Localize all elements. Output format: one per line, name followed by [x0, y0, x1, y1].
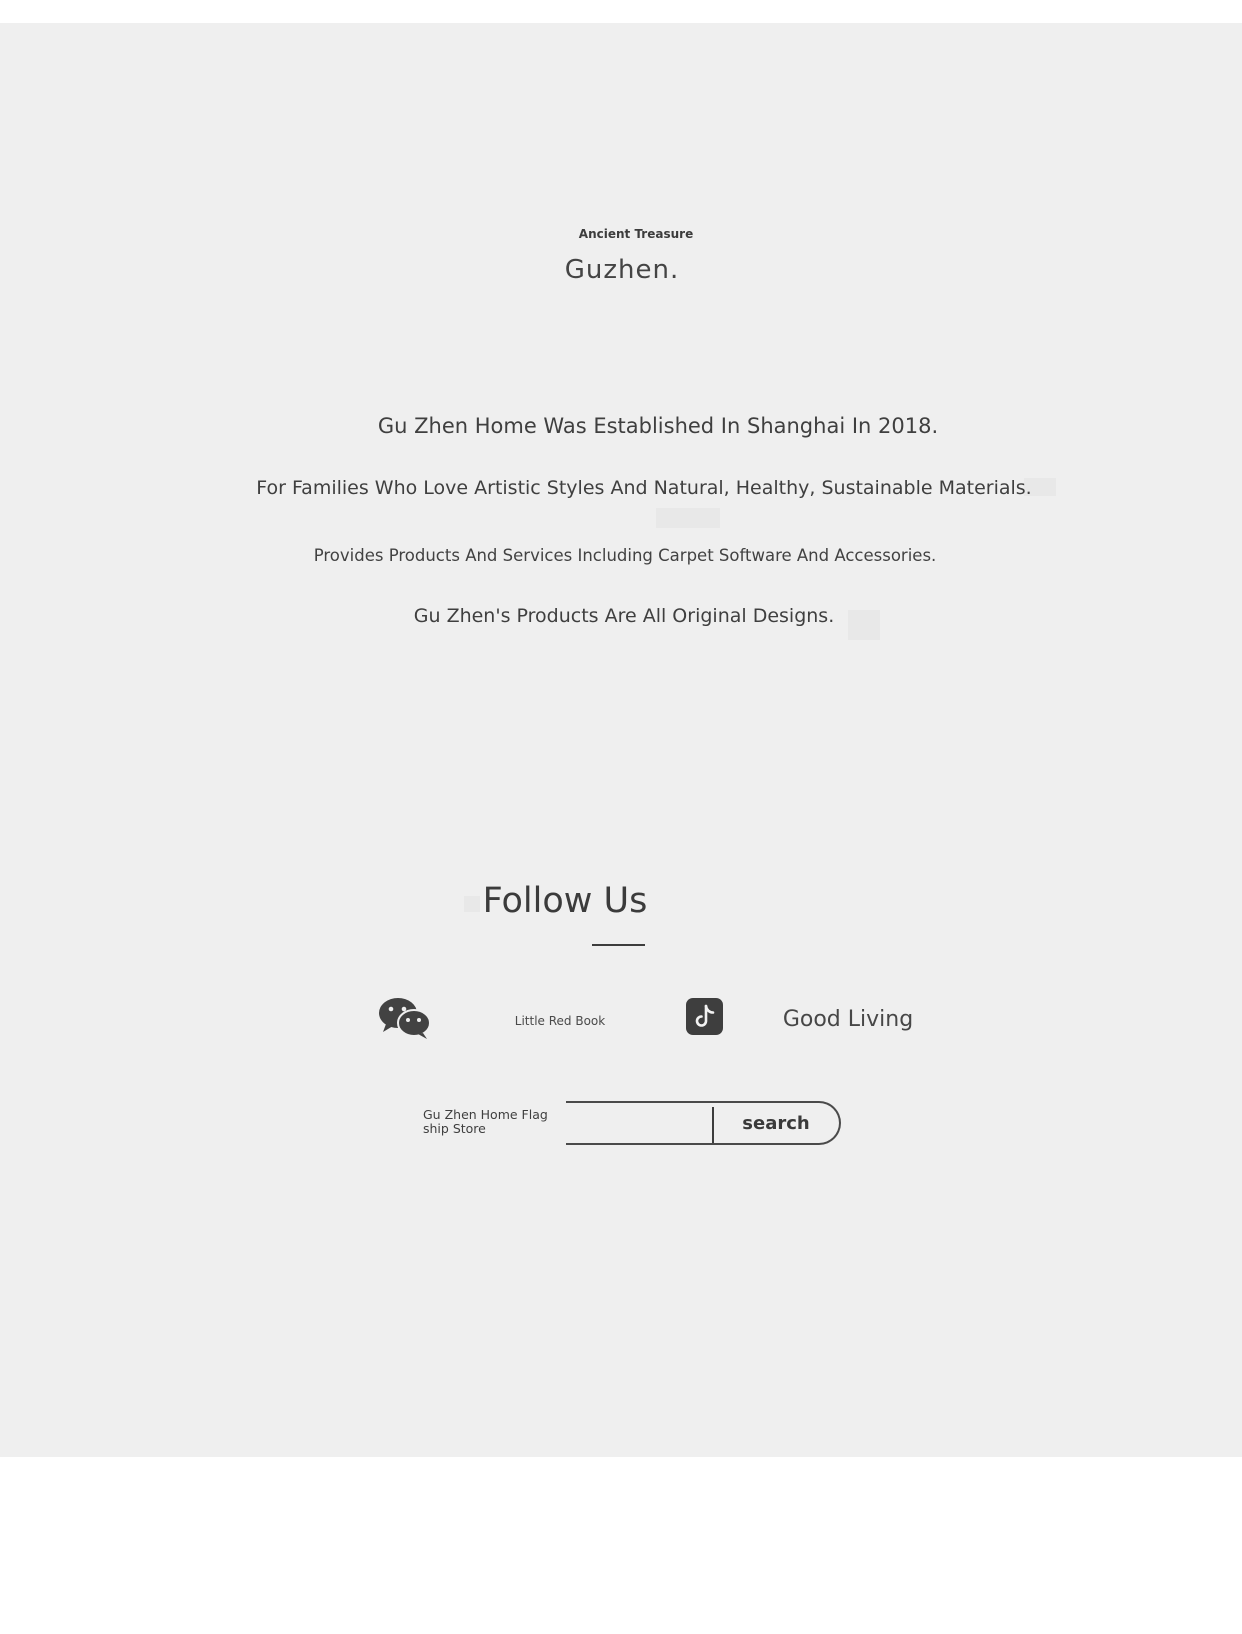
about-line-1: Gu Zhen Home Was Established In Shanghai In 2018. — [377, 414, 939, 438]
follow-us-divider — [592, 944, 645, 946]
decorative-block — [656, 508, 720, 528]
decorative-block — [848, 610, 880, 640]
about-line-4: Gu Zhen's Products Are All Original Designs. — [413, 605, 835, 627]
store-search-box — [566, 1101, 841, 1145]
tiktok-icon[interactable] — [686, 998, 723, 1035]
wechat-icon-graphic — [378, 996, 432, 1040]
brand-kicker: Ancient Treasure — [578, 227, 694, 241]
little-red-book-link[interactable]: Little Red Book — [514, 1014, 606, 1028]
search-input[interactable] — [566, 1103, 712, 1143]
about-line-3: Provides Products And Services Including Carpet Software And Accessories. — [313, 546, 937, 565]
good-living-link[interactable]: Good Living — [782, 1007, 914, 1032]
follow-us-heading: Follow Us — [482, 881, 648, 921]
wechat-icon[interactable] — [378, 996, 432, 1040]
flagship-store-label: Gu Zhen Home Flagship Store — [423, 1107, 548, 1136]
tiktok-icon-graphic — [693, 1004, 717, 1030]
search-divider — [712, 1107, 714, 1143]
decorative-block — [464, 896, 480, 912]
brand-logo[interactable]: Guzhen. — [564, 255, 680, 285]
about-line-2: For Families Who Love Artistic Styles And Natural, Healthy, Sustainable Materials. — [256, 477, 1032, 499]
search-button[interactable]: search — [716, 1103, 836, 1143]
